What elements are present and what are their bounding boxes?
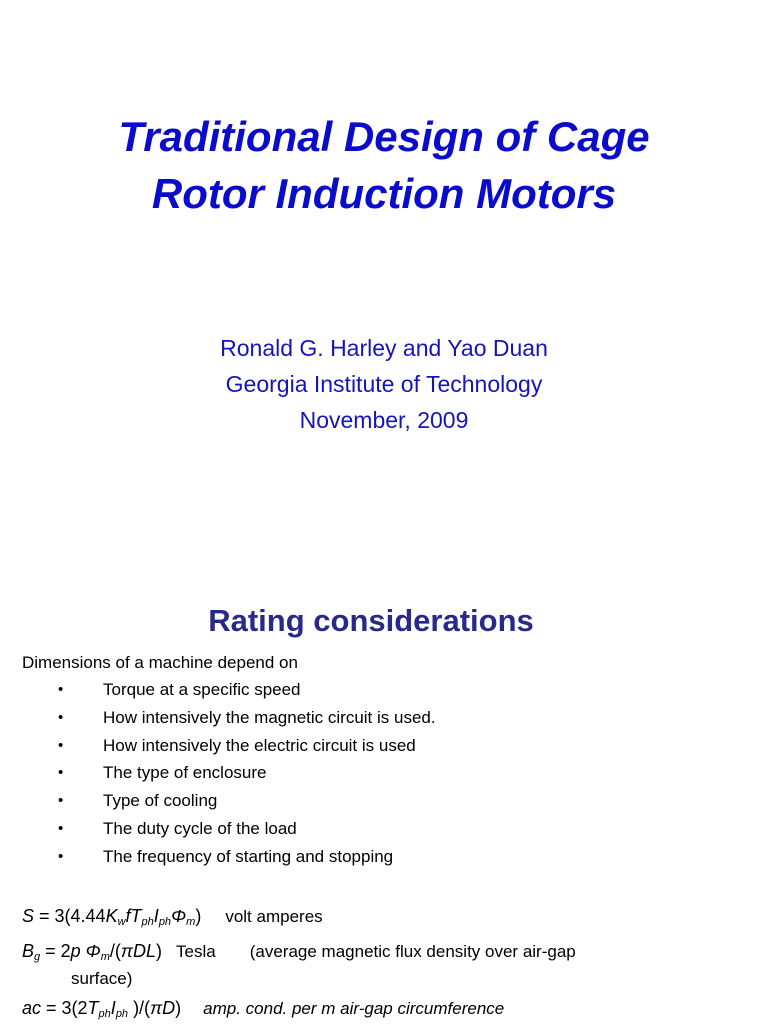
intro-text: Dimensions of a machine depend on	[22, 653, 298, 672]
electric-loading-formula: ac = $3(2T_{ph}I_{ph}$ )/(πD) amp. cond. per m air-gap circumference	[22, 998, 505, 1020]
author-names: Ronald G. Harley and Yao Duan	[220, 335, 548, 361]
bullet-icon: •	[58, 708, 64, 726]
bullet-text: The duty cycle of the load	[103, 818, 297, 838]
bullet-text: How intensively the magnetic circuit is used.	[103, 707, 436, 727]
unit-label: Tesla	[176, 942, 216, 961]
bullet-icon: •	[58, 847, 64, 865]
section-heading: Rating considerations	[208, 603, 534, 638]
title-line-1: Traditional Design of Cage	[118, 113, 650, 160]
bullet-text: The type of enclosure	[103, 763, 267, 783]
bullet-text: How intensively the electric circuit is used	[103, 735, 416, 755]
bullet-icon: •	[58, 736, 64, 754]
bullet-text: Type of cooling	[103, 791, 218, 811]
title-line-2: Rotor Induction Motors	[151, 170, 617, 217]
bullet-icon: •	[58, 819, 64, 837]
flux-density-formula: $B_g = 2p$ $\Phi_m/(\pi DL)$ Tesla (average magnetic flux density over air-gap	[22, 941, 576, 963]
formula-note: amp. cond. per m air-gap circumference	[203, 999, 505, 1018]
author-block	[0, 330, 768, 438]
bullet-icon: •	[58, 764, 64, 782]
date: November, 2009	[299, 407, 469, 433]
bullet-icon: •	[58, 681, 64, 698]
unit-label: volt amperes	[225, 907, 323, 926]
bullet-text: Torque at a specific speed	[103, 680, 301, 699]
bullet-icon: •	[58, 792, 64, 810]
formula-note-continued: surface)	[71, 969, 133, 988]
slide-title	[0, 108, 768, 222]
bullet-text: The frequency of starting and stopping	[103, 846, 394, 866]
apparent-power-formula: $S = 3(4.44K_wfT_{ph}I_{ph}\Phi_m)$ volt amperes	[22, 906, 323, 928]
formula-note: (average magnetic flux density over air-gap	[249, 942, 576, 961]
institution: Georgia Institute of Technology	[225, 371, 543, 397]
